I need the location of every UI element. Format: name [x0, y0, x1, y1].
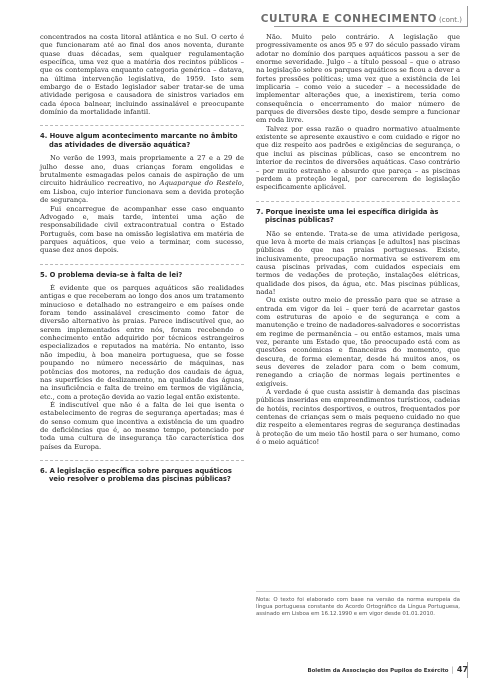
page-number: 47 [456, 665, 468, 674]
page-header [0, 0, 480, 30]
question-5-paragraph-2: É indiscutível que não é a falta de lei que isenta o estabelecimento de regras de segurança apertadas; mas é do senso comum que incentiva a existência de um quadro de deficiências que é, ao mesmo tempo, potenciado por toda uma cultura de insegurança tão característica dos países da Europa. [40, 400, 244, 451]
header-divider [467, 6, 468, 26]
question-7-paragraph-3: A verdade é que custa assistir à demanda das piscinas públicas inseridas em empreendimentos turísticos, cadeias de hotéis, recintos desportivos, e outros, frequentados por centenas de crianças sem o mais pequeno cuidado no que diz respeito a elementares regras de segurança destinadas à proteção de um meio tão hostil para o ser humano, como é o meio aquático! [256, 388, 460, 447]
question-4-paragraph-1 [40, 154, 244, 204]
intro-paragraph: concentrados na costa litoral atlântica e no Sul. O certo é que funcionaram até ao final dos anos noventa, durante quase duas décadas, sem qualquer regulamentação específica, uma vez que a matéria dos recintos públicos – que os contemplava enquanto categoria genérica – datava, na última intervenção legislativa, de 1959. Isto sem embargo de o Estado legislador saber tratar-se de uma atividade perigosa e causadora de sinistros variados em cada época balnear, incluindo assinalável e preocupante domínio da mortalidade infantil. [40, 33, 244, 117]
question-7-heading: 7. Porque inexiste uma lei específica dirigida às piscinas públicas? [256, 207, 439, 225]
section-title [261, 13, 462, 25]
footer-separator: | [451, 666, 454, 674]
left-column [40, 33, 244, 489]
right-column [256, 33, 460, 446]
footnote: Nota: O texto foi elaborado com base na versão da norma europeia da língua portuguesa constante do Acordo Ortográfico da Língua Portuguesa, assinado em Lisboa em 16.12.1990 e em vigor desde 01.01.2010. [256, 597, 460, 617]
question-7-paragraph-2: Ou existe outro meio de pressão para que se atrase a entrada em vigor da lei – quer terá de acarretar gastos com estruturas de apoio e de segurança e com a manutenção e treino de nadadores-salvadores e socorristas em regime de permanência – ou então estamos, mais uma vez, perante um Estado que, tão preocupado está com as questões económicas e financeiras do momento, que descura, de forma elementar, desde há muitos anos, os seus deveres de zelador para com o bem comum, renegando a criação de normas legais pertinentes e exigíveis. [256, 296, 460, 388]
question-5-paragraph-1: É evidente que os parques aquáticos são realidades antigas e que receberam ao longo dos anos um tratamento minucioso e detalhado no estrangeiro e em países onde foram tendo assinalável crescimento como fator de diversão alternativo às praias. Parece indiscutível que, ao serem implementados entre nós, foram recebendo o conhecimento então adquirido por técnicos estrangeiros especializados e reputados na matéria. No entanto, isso não impediu, à boa maneira portuguesa, que se fosse poupando no número necessário de máquinas, nas potências dos motores, na redução dos caudais de água, nas superfícies de deslizamento, na qualidade das águas, na insuficiência e falta de treino em termos de vigilância, etc., com a proteção devida ao vazio legal então existente. [40, 284, 244, 401]
section-divider [40, 125, 244, 126]
continued-label: (cont.) [439, 16, 462, 24]
section-divider [40, 264, 244, 265]
publication-name: Boletim da Associação dos Pupilos do Exército [307, 668, 449, 674]
question-7-paragraph-1: Não se entende. Trata-se de uma atividade perigosa, que leva à morte de mais crianças [e adultos] nas piscinas públicas do que nas praias portuguesas. Existe, inclusivamente, preocupação normativa se estiverem em causa piscinas privadas, com cuidados especiais em termos de vedações de proteção, instalações elétricas, qualidade dos pisos, da água, etc. Mas piscinas públicas, nada! [256, 229, 460, 296]
page-footer [307, 657, 468, 676]
answer-6-paragraph-1: Não. Muito pelo contrário. A legislação que progressivamente os anos 95 e 97 do século passado viram adotar no domínio dos parques aquáticos passou a ser de enorme severidade. Julgo – a título pessoal – que o atraso na legislação sobre os parques aquáticos se ficou a dever a fortes pressões políticas; uma vez que a existência de lei implicaria – como veio a suceder – a necessidade de implementar alterações que, a inexistirem, teria como consequência o encerramento do maior número de parques de diversões deste tipo, desde sempre a funcionar em roda livre. [256, 33, 460, 125]
section-divider [40, 460, 244, 461]
question-6-heading: 6. A legislação específica sobre parques aquáticos veio resolver o problema das piscinas públicas? [40, 466, 232, 484]
question-4-paragraph-2: Fui encarregue de acompanhar esse caso enquanto Advogado e, mais tarde, intentei uma ação de responsabilidade civil extracontratual contra o Estado Português, com base na omissão legislativa em matéria de parques aquáticos, que veio a terminar, com sucesso, quase dez anos depois. [40, 204, 244, 255]
question-4-heading: 4. Houve algum acontecimento marcante no âmbito das atividades de diversão aquática? [40, 132, 238, 149]
note-divider [256, 591, 460, 592]
q4-text-b: , em Lisboa, cujo interior funcionava sem a devida proteção de segurança. [40, 179, 244, 205]
answer-6-paragraph-2: Talvez por essa razão o quadro normativo atualmente existente se apresente exaustivo e com cuidado e rigor no que diz respeito aos padrões e exigências de segurança, o que inclui as piscinas públicas, caso se encontrem no interior de recintos de diversões aquáticas. Caso contrário – por muito estranho e absurdo que pareça – as piscinas perdem a proteção legal, por carecerem de legislação especificamente aplicável. [256, 124, 460, 192]
section-divider [256, 201, 460, 202]
section-title-text: CULTURA E CONHECIMENTO [260, 13, 437, 25]
q4-text-a: No verão de 1993, mais propriamente a 27 e a 29 de julho desse ano, duas crianças foram engolidas e brutalmente esmagadas pelos canais de aspiração de um circuito hidráulico recreativo, no [40, 154, 244, 188]
q4-emphasis: Aquaparque do Restelo [159, 179, 242, 188]
question-5-heading: 5. O problema devia-se à falta de lei? [40, 270, 183, 279]
header-rule [274, 26, 468, 27]
